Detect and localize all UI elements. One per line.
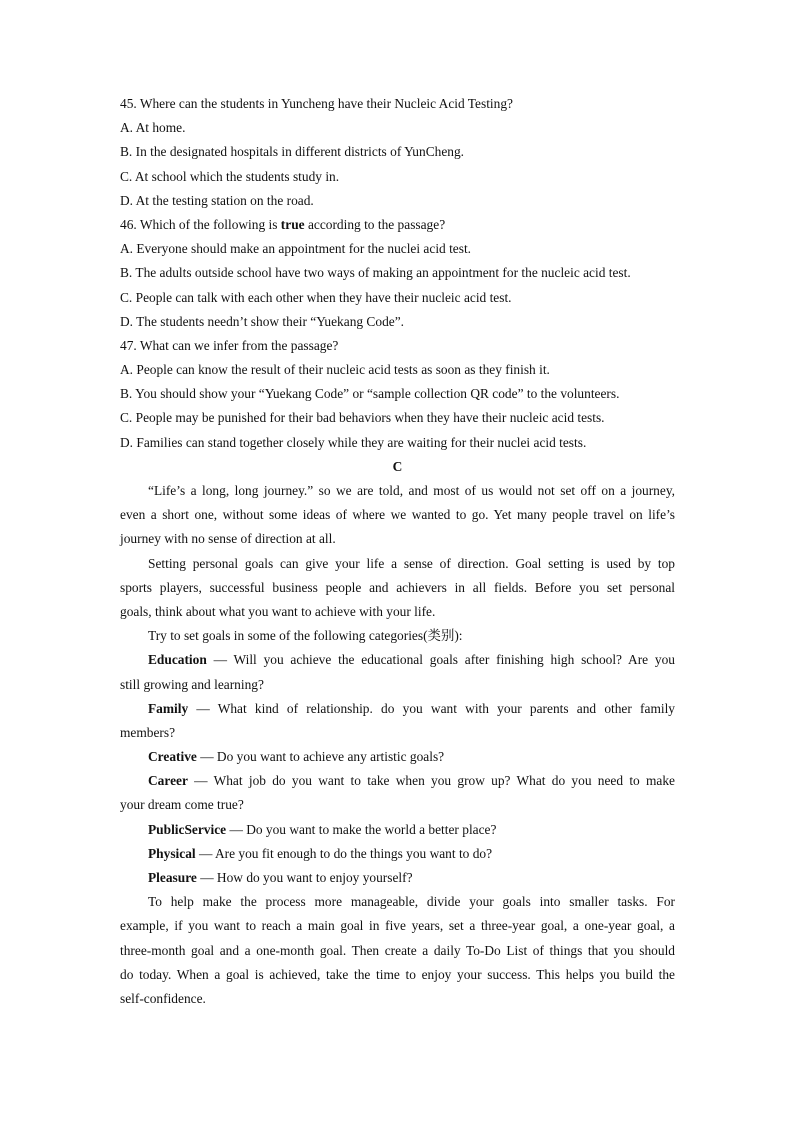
category-text: — Are you fit enough to do the things you want to do? <box>195 845 493 861</box>
passage-paragraph-2 <box>120 552 675 625</box>
question-45-option-a: A. At home. <box>120 120 186 136</box>
question-46-option-a: A. Everyone should make an appointment for the nuclei acid test. <box>120 241 472 257</box>
category-term: Education <box>148 652 207 668</box>
question-45-option-b: B. In the designated hospitals in different districts of YunCheng. <box>120 144 465 160</box>
question-45-option-c: C. At school which the students study in. <box>120 168 340 184</box>
category-term: Career <box>148 773 188 789</box>
question-46-stem-post: according to the passage? <box>304 216 446 232</box>
category-text: still growing and learning? <box>120 676 264 692</box>
category-text: your dream come true? <box>120 797 244 813</box>
passage-line: self-confidence. <box>120 990 206 1006</box>
question-47-stem: 47. What can we infer from the passage? <box>120 337 339 353</box>
passage-line: To help make the process more manageable, divide your goals into smaller tasks. For <box>148 894 675 910</box>
category-term: Physical <box>148 845 196 861</box>
passage-line: journey with no sense of direction at all. <box>120 531 336 547</box>
passage-line: Setting personal goals can give your life a sense of direction. Goal setting is used by top <box>148 555 675 571</box>
category-text: members? <box>120 724 176 740</box>
question-46-option-d: D. The students needn’t show their “Yuekang Code”. <box>120 313 404 329</box>
question-46-stem-pre: 46. Which of the following is <box>120 216 281 232</box>
question-47-option-a: A. People can know the result of their nucleic acid tests as soon as they finish it. <box>120 362 550 378</box>
category-pleasure <box>120 866 675 890</box>
passage-line: sports players, successful business people and achievers in all fields. Before you set personal <box>120 579 675 595</box>
category-text: — Do you want to make the world a better place? <box>226 821 497 837</box>
question-45-option-d: D. At the testing station on the road. <box>120 192 314 208</box>
passage-paragraph-1 <box>120 479 675 552</box>
category-text: — How do you want to enjoy yourself? <box>196 870 413 885</box>
category-term: Creative <box>148 749 197 765</box>
question-45-stem: 45. Where can the students in Yuncheng have their Nucleic Acid Testing? <box>120 96 513 111</box>
category-term: Family <box>148 700 189 716</box>
question-46-stem-bold: true <box>280 216 305 232</box>
passage-line: example, if you want to reach a main goal in five years, set a three-year goal, a one-year goal, a <box>120 918 675 934</box>
passage-line: do today. When a goal is achieved, take the time to enjoy your success. This helps you build the <box>120 966 675 982</box>
question-47-option-c: C. People may be punished for their bad behaviors when they have their nucleic acid tests. <box>120 410 605 426</box>
question-47-option-b: B. You should show your “Yuekang Code” or “sample collection QR code” to the volunteers. <box>120 386 620 402</box>
category-family <box>120 697 675 745</box>
category-text: — What kind of relationship. do you want with your parents and other family <box>188 700 675 716</box>
question-47-option-d: D. Families can stand together closely while they are waiting for their nuclei acid tests. <box>120 434 587 450</box>
category-text: — Will you achieve the educational goals after finishing high school? Are you <box>206 652 675 668</box>
section-title: C <box>392 458 403 474</box>
passage-line: even a short one, without some ideas of where we wanted to go. Yet many people travel on life’s <box>120 507 675 523</box>
category-term: Pleasure <box>148 870 197 885</box>
passage-paragraph-3: Try to set goals in some of the following categories(类别): <box>148 628 463 644</box>
passage-line: goals, think about what you want to achieve with your life. <box>120 603 436 619</box>
question-46-option-c: C. People can talk with each other when they have their nucleic acid test. <box>120 289 512 305</box>
category-term: PublicService <box>148 821 227 837</box>
category-creative <box>120 745 675 769</box>
category-physical <box>120 842 675 866</box>
question-46-stem <box>120 213 675 237</box>
category-text: — What job do you want to take when you grow up? What do you need to make <box>187 773 675 789</box>
document-page <box>120 92 675 1011</box>
passage-line: “Life’s a long, long journey.” so we are told, and most of us would not set off on a journey, <box>148 483 675 498</box>
question-46-option-b: B. The adults outside school have two ways of making an appointment for the nucleic acid test. <box>120 265 631 281</box>
passage-paragraph-last <box>120 890 675 1011</box>
category-career <box>120 769 675 817</box>
category-public-service <box>120 818 675 842</box>
category-education <box>120 648 675 696</box>
passage-line: three-month goal and a one-month goal. Then create a daily To-Do List of things that you should <box>120 942 675 958</box>
category-text: — Do you want to achieve any artistic goals? <box>196 749 445 765</box>
